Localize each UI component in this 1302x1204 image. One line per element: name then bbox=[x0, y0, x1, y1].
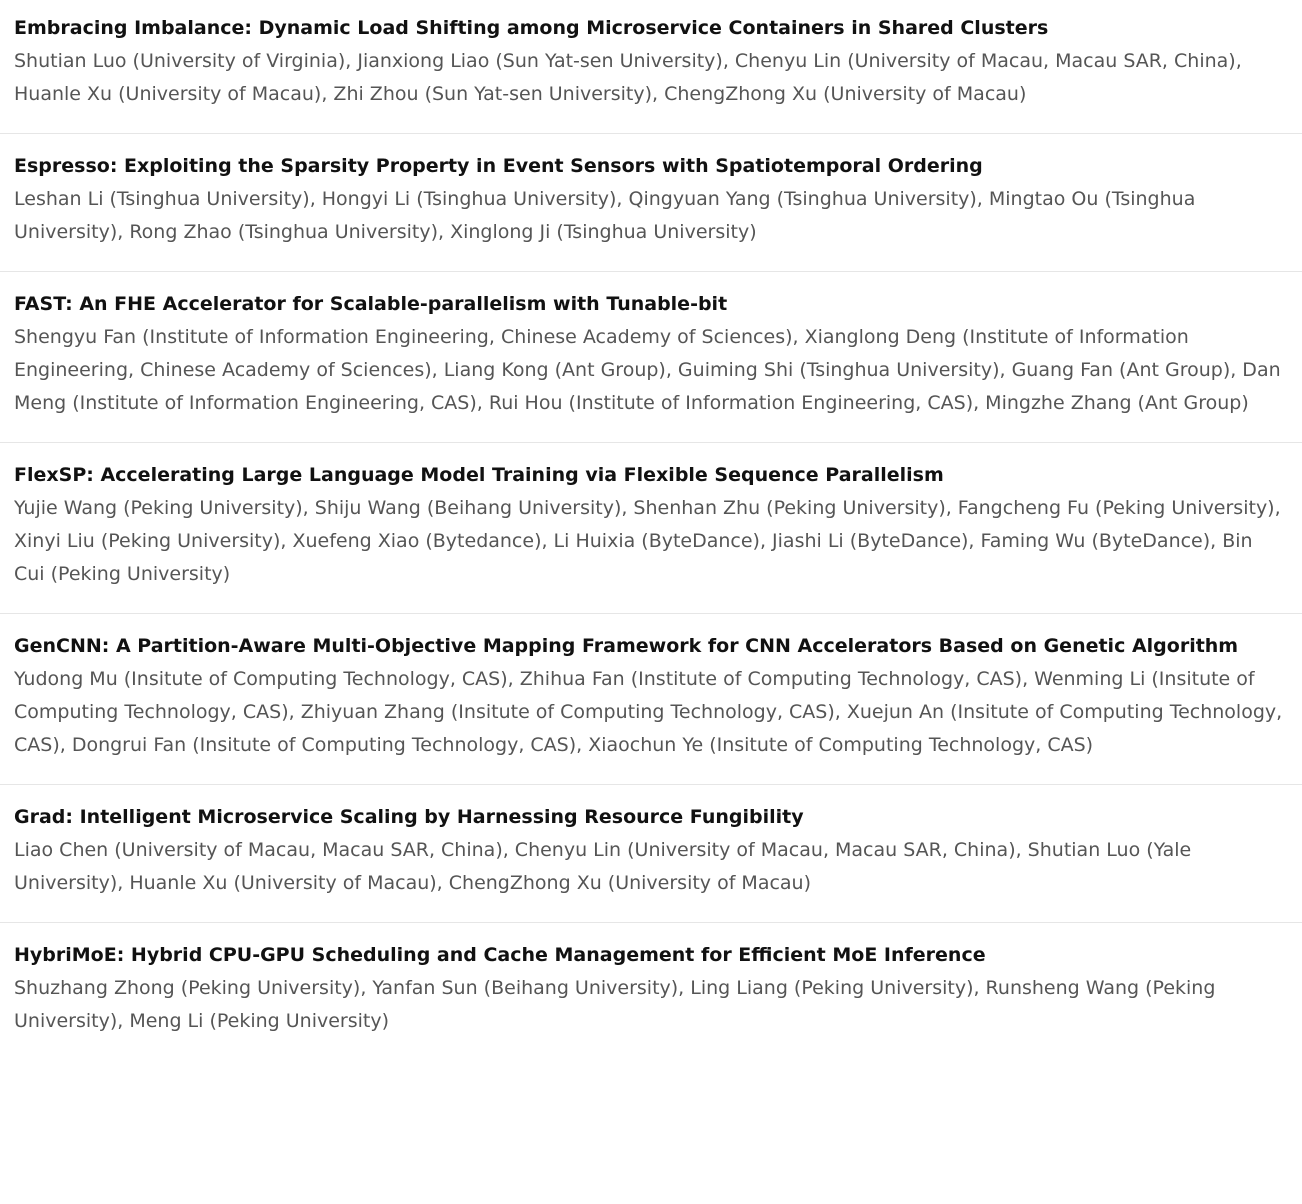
paper-title: GenCNN: A Partition-Aware Multi-Objective Mapping Framework for CNN Accelerators Based on Genetic Algorithm bbox=[14, 635, 1239, 657]
paper-authors: Leshan Li (Tsinghua University), Hongyi Li (Tsinghua University), Qingyuan Yang (Tsinghua University), Mingtao Ou (Tsinghua University), Rong Zhao (Tsinghua University), Xinglong Ji (Tsinghua University) bbox=[14, 188, 1196, 243]
paper-title: FlexSP: Accelerating Large Language Model Training via Flexible Sequence Parallelism bbox=[14, 464, 944, 486]
paper-entry bbox=[0, 133, 1302, 271]
paper-entry bbox=[0, 271, 1302, 442]
paper-title: Grad: Intelligent Microservice Scaling by Harnessing Resource Fungibility bbox=[14, 806, 804, 828]
paper-authors: Yudong Mu (Insitute of Computing Technology, CAS), Zhihua Fan (Institute of Computing Technology, CAS), Wenming Li (Insitute of Computing Technology, CAS), Zhiyuan Zhang (Insitute of Computing Technology, CAS), Xuejun An (Insitute of Computing Technology, CAS), Dongrui Fan (Insitute of Computing Technology, CAS), Xiaochun Ye (Insitute of Computing Technology, CAS) bbox=[14, 668, 1283, 756]
paper-title: Embracing Imbalance: Dynamic Load Shifting among Microservice Containers in Shared Clusters bbox=[14, 17, 1049, 39]
paper-entry bbox=[0, 613, 1302, 784]
paper-title: Espresso: Exploiting the Sparsity Property in Event Sensors with Spatiotemporal Ordering bbox=[14, 155, 983, 177]
paper-authors: Yujie Wang (Peking University), Shiju Wang (Beihang University), Shenhan Zhu (Peking University), Fangcheng Fu (Peking University), Xinyi Liu (Peking University), Xuefeng Xiao (Bytedance), Li Huixia (ByteDance), Jiashi Li (ByteDance), Faming Wu (ByteDance), Bin Cui (Peking University) bbox=[14, 497, 1281, 585]
paper-title: HybriMoE: Hybrid CPU-GPU Scheduling and Cache Management for Efficient MoE Inference bbox=[14, 944, 986, 966]
paper-entry bbox=[0, 442, 1302, 613]
paper-authors: Shutian Luo (University of Virginia), Jianxiong Liao (Sun Yat-sen University), Chenyu Lin (University of Macau, Macau SAR, China), Huanle Xu (University of Macau), Zhi Zhou (Sun Yat-sen University), ChengZhong Xu (University of Macau) bbox=[14, 50, 1242, 105]
paper-title: FAST: An FHE Accelerator for Scalable-parallelism with Tunable-bit bbox=[14, 293, 728, 315]
paper-entry bbox=[0, 922, 1302, 1060]
paper-authors: Shengyu Fan (Institute of Information Engineering, Chinese Academy of Sciences), Xianglong Deng (Institute of Information Engineering, Chinese Academy of Sciences), Liang Kong (Ant Group), Guiming Shi (Tsinghua University), Guang Fan (Ant Group), Dan Meng (Institute of Information Engineering, CAS), Rui Hou (Institute of Information Engineering, CAS), Mingzhe Zhang (Ant Group) bbox=[14, 326, 1281, 414]
paper-authors: Liao Chen (University of Macau, Macau SAR, China), Chenyu Lin (University of Macau, Macau SAR, China), Shutian Luo (Yale University), Huanle Xu (University of Macau), ChengZhong Xu (University of Macau) bbox=[14, 839, 1192, 894]
paper-entry bbox=[0, 784, 1302, 922]
paper-entry bbox=[0, 0, 1302, 133]
paper-authors: Shuzhang Zhong (Peking University), Yanfan Sun (Beihang University), Ling Liang (Peking University), Runsheng Wang (Peking University), Meng Li (Peking University) bbox=[14, 977, 1216, 1032]
